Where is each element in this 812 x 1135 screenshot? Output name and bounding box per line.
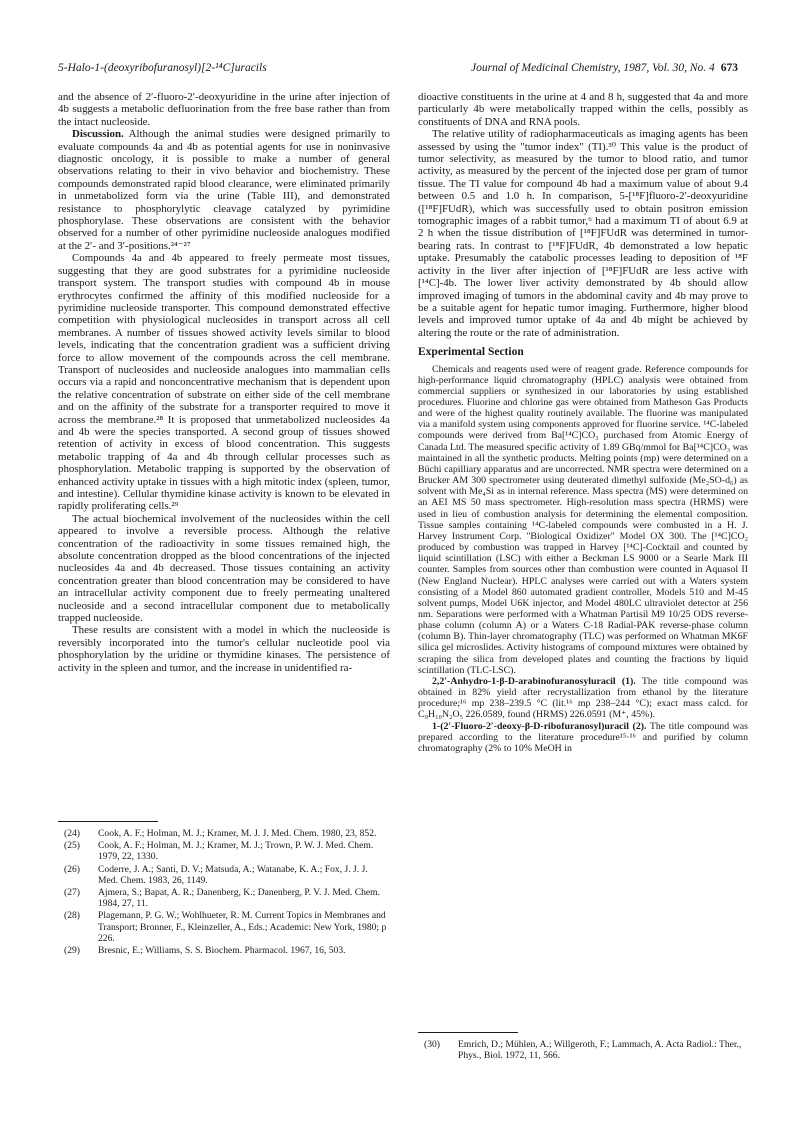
experimental-paragraph [418,721,748,754]
page-number: 673 [720,62,738,74]
paragraph-text: Although the animal studies were designed primarily to evaluate compounds 4a and 4b as potential agents for use in noninvasive diagnostic oncology, it is possible to make a number of general observations relating to their in vivo behavior and biochemistry. These compounds demonstrated rapid blood clearance, were eliminated primarily in unmetabolized form via the urine (Table III), and demonstrated resistance to phosphorylytic cleavage catalyzed by pyrimidine phosphorylase. These observations are consistent with the behavior observed for a number of other pyrimidine nucleoside analogues modified at the 2′- and 3′-positions.²⁴⁻²⁷ [58,128,390,252]
compound-heading: 1-(2′-Fluoro-2′-deoxy-β-D-ribofuranosyl)uracil (2). [432,720,647,732]
reference-number: (26) [64,863,80,875]
left-column [58,91,390,674]
reference-text: Coderre, J. A.; Santi, D. V.; Matsuda, A.; Watanabe, K. A.; Fox, J. J. J. Med. Chem. 1983, 26, 1149. [98,863,368,886]
reference-text: Cook, A. F.; Holman, M. J.; Kramer, M. J.; Trown, P. W. J. Med. Chem. 1979, 22, 1330. [98,840,374,863]
reference-text: Emrich, D.; Mühlen, A.; Willgeroth, F.; Lammach, A. Acta Radiol.: Ther., Phys., Biol. 1972, 11, 566. [458,1039,742,1062]
reference-text: Cook, A. F.; Holman, M. J.; Kramer, M. J. J. Med. Chem. 1980, 23, 852. [98,828,377,839]
footnote-rule [418,1032,518,1033]
reference-item [58,828,390,839]
reference-list [418,1039,748,1061]
compound-heading: 2,2′-Anhydro-1-β-D-arabinofuranosyluracil (1). [432,675,636,687]
reference-item [58,840,390,862]
body-paragraph: The relative utility of radiopharmaceuticals as imaging agents has been assessed by using the "tumor index" (TI).³⁰ This value is the product of tumor selectivity, as measured by the tumor to blood ratio, and tumor activity, as measured by the percent of the injected dose per gram of tumor tissue. The TI value for compound 4b had a maximum value of about 9.4 between 0.5 and 1.0 h. In comparison, 5-[¹⁸F]fluoro-2′-deoxyuridine ([¹⁸F]FUdR), which was successfully used to obtain positron emission tomographic images of a rabbit tumor,⁶ had a maximum TI of about 6.9 at 2 h when the tissue distribution of [¹⁸F]FUdR was determined in tumor-bearing rats. In contrast to [¹⁸F]FUdR, 4b demonstrated a low hepatic uptake. Presumably the catabolic processes leading to deposition of ¹⁸F activity in the liver after injection of [¹⁸F]FUdR are less active with [¹⁴C]-4b. The lower liver activity demonstrated by 4b should allow improved imaging of tumors in the abdominal cavity and 4b may prove to be a suitable agent for hepatic tumor imaging. Furthermore, higher blood levels and improved tumor uptake of 4a and 4b might be achieved by altering the route or the rate of administration. [418,128,748,339]
reference-text: Bresnic, E.; Williams, S. S. Biochem. Pharmacol. 1967, 16, 503. [98,945,346,957]
reference-item [58,910,390,944]
discussion-heading: Discussion. [72,128,124,141]
reference-text: Plagemann, P. G. W.; Wohlhueter, R. M. Current Topics in Membranes and Transport; Bronner, F., Kleinzeller, A., Eds.; Academic: New York, 1980; p 226. [98,910,387,944]
paragraph-text: The title compound was obtained in 82% yield after recrystallization from ethanol by the literature procedure;¹⁶ mp 238–239.5 °C (lit.¹⁶ mp 238–244 °C); exact mass calcd. for C₉H₁₀N₂O₅ 226.0589, found (HRMS) 226.0591 (M⁺, 45%). [418,675,748,721]
references-right [418,1032,748,1062]
body-paragraph: These results are consistent with a model in which the nucleoside is reversibly incorporated into the tumor's cellular nucleotide pool via phosphorylation by the uridine or thymidine kinases. The persistence of activity in the spleen and tumor, and the increase in unidentified ra- [58,624,390,674]
reference-item [58,945,390,956]
journal-citation [471,62,738,74]
body-paragraph: dioactive constituents in the urine at 4 and 8 h, suggested that 4a and more particularly 4b were metabolically trapped within the cells, possibly as constituents of DNA and RNA pools. [418,91,748,128]
reference-number: (30) [424,1039,440,1050]
reference-number: (29) [64,945,80,957]
body-paragraph [58,128,390,252]
references-left [58,821,390,957]
reference-text: Ajmera, S.; Bapat, A. R.; Danenberg, K.; Danenberg, P. V. J. Med. Chem. 1984, 27, 11. [98,887,381,910]
body-paragraph: The actual biochemical involvement of the nucleosides within the cell appeared to involve a reversible process. Although the relative concentration of the radioactivity in some tissues remained high, the absolute concentration dropped as the blood concentrations of the injected nucleosides 4a and 4b decreased. Those tissues containing an activity concentration greater than blood concentration may be considered to have an intracellular activity component due to freely permeating unaltered nucleoside and a second intracellular component due to metabolically trapped nucleoside. [58,512,390,625]
experimental-section-heading: Experimental Section [418,346,524,359]
reference-item [418,1039,748,1061]
right-column [418,91,748,754]
reference-item [58,864,390,886]
experimental-paragraph: Chemicals and reagents used were of reagent grade. Reference compounds for high-performance liquid chromatography (HPLC) analysis were obtained from commercial suppliers or synthesized in our laboratories by using established procedures. Fluorine and chlorine gas were obtained from Matheson Gas Products and were of the highest quality routinely available. The fluorine was manipulated via a manifold system using components approved for fluorine service. ¹⁴C-labeled compounds were derived from Ba[¹⁴C]CO₃ purchased from Atomic Energy of Canada Ltd. The measured specific activity of 1.89 GBq/mmol for Ba[¹⁴C]CO₃ was maintained in all the synthetic products. Melting points (mp) were determined on a Büchi capilliary apparatus and are uncorrected. NMR spectra were determined on a Brucker AM 300 spectrometer using deuterated dimethyl sulfoxide (Me₂SO-d₆) as solvent with Me₄Si as in internal reference. Mass spectra (MS) were determined on an AEI MS 50 mass spectrometer. High-resolution mass spectra (HRMS) were used in lieu of combustion analysis for determining the elemental composition. Tissue samples containing ¹⁴C-labeled compounds were combusted in a H. J. Harvey Instrument Corp. "Biological Oxidizer" Model OX 300. The [¹⁴C]CO₂ produced by combustion was trapped in Harvey [¹⁴C]-Cocktail and counted by liquid scintillation (LSC) with either a Beckman LS 9000 or a Searle Mark III counter. Samples from sources other than combustion were counted in Aquasol II (New England Nuclear). HPLC analyses were carried out with a Waters system consisting of a Model 860 automated gradient controller, Models 510 and M-45 solvent pumps, Model U6K injector, and Model 480LC ultraviolet detector at 256 nm. Separations were performed with a Whatman Partisil M9 10/25 ODS reverse-phase column (column A) or a Waters C-18 Radial-PAK reverse-phase column (column B). Thin-layer chromatography (TLC) was performed on Whatman MK6F silica gel microslides. Activity histograms of compound mixtures were obtained by scraping the silica from developed plates and counting the fractions by liquid scintillation (TLC-LSC). [418,363,748,676]
reference-number: (28) [64,910,80,922]
reference-item [58,887,390,909]
reference-number: (27) [64,887,80,899]
footnote-rule [58,821,158,822]
reference-number: (25) [64,840,80,852]
paragraph-text: The title compound was prepared according to the literature procedure¹⁵·¹⁶ and purified by column chromatography (2% to 10% MeOH in [418,720,748,754]
journal-name: Journal of Medicinal Chemistry, 1987, Vol. 30, No. 4 [471,62,715,74]
reference-list [58,828,390,956]
body-paragraph: and the absence of 2′-fluoro-2′-deoxyuridine in the urine after injection of 4b suggests a metabolic defluorination from the free base rather than from the intact nucleoside. [58,91,390,128]
reference-number: (24) [64,828,80,839]
running-title: 5-Halo-1-(deoxyribofuranosyl)[2-¹⁴C]uracils [58,62,267,74]
body-paragraph: Compounds 4a and 4b appeared to freely permeate most tissues, suggesting that they are good substrates for a pyrimidine nucleoside transport system. The transport studies with compound 4b in mouse erythrocytes confirmed the affinity of this modified nucleoside for a pyrimidine nucleoside transporter. This compound demonstrated effective competition with physiological nucleosides in transport across all cell membranes. A number of tissues showed activity levels similar to blood levels, indicating that the concentration gradient was a sufficient driving force to allow movement of the compounds across the cell membrane. Transport of nucleosides and nucleoside analogues into mammalian cells occurs via a rapid and nonconcentrative mechanism that is dependent upon the relative concentration of substrate on either side of the cell membrane and on the affinity of the substrate for a transporter required to move it across the membrane.²⁸ It is proposed that unmetabolized nucleosides 4a and 4b were the species transported. A second group of tissues showed retention of activity in excess of blood concentration. This suggests metabolic trapping of 4a and 4b through cellular processes such as phosphorylation. Metabolic trapping is supported by the observation of enhanced activity uptake in tissues with a high mitotic index (spleen, tumor, and intestine). Cellular thymidine kinase activity is known to be elevated in rapidly proliferating cells.²⁹ [58,252,390,513]
experimental-paragraph [418,676,748,721]
